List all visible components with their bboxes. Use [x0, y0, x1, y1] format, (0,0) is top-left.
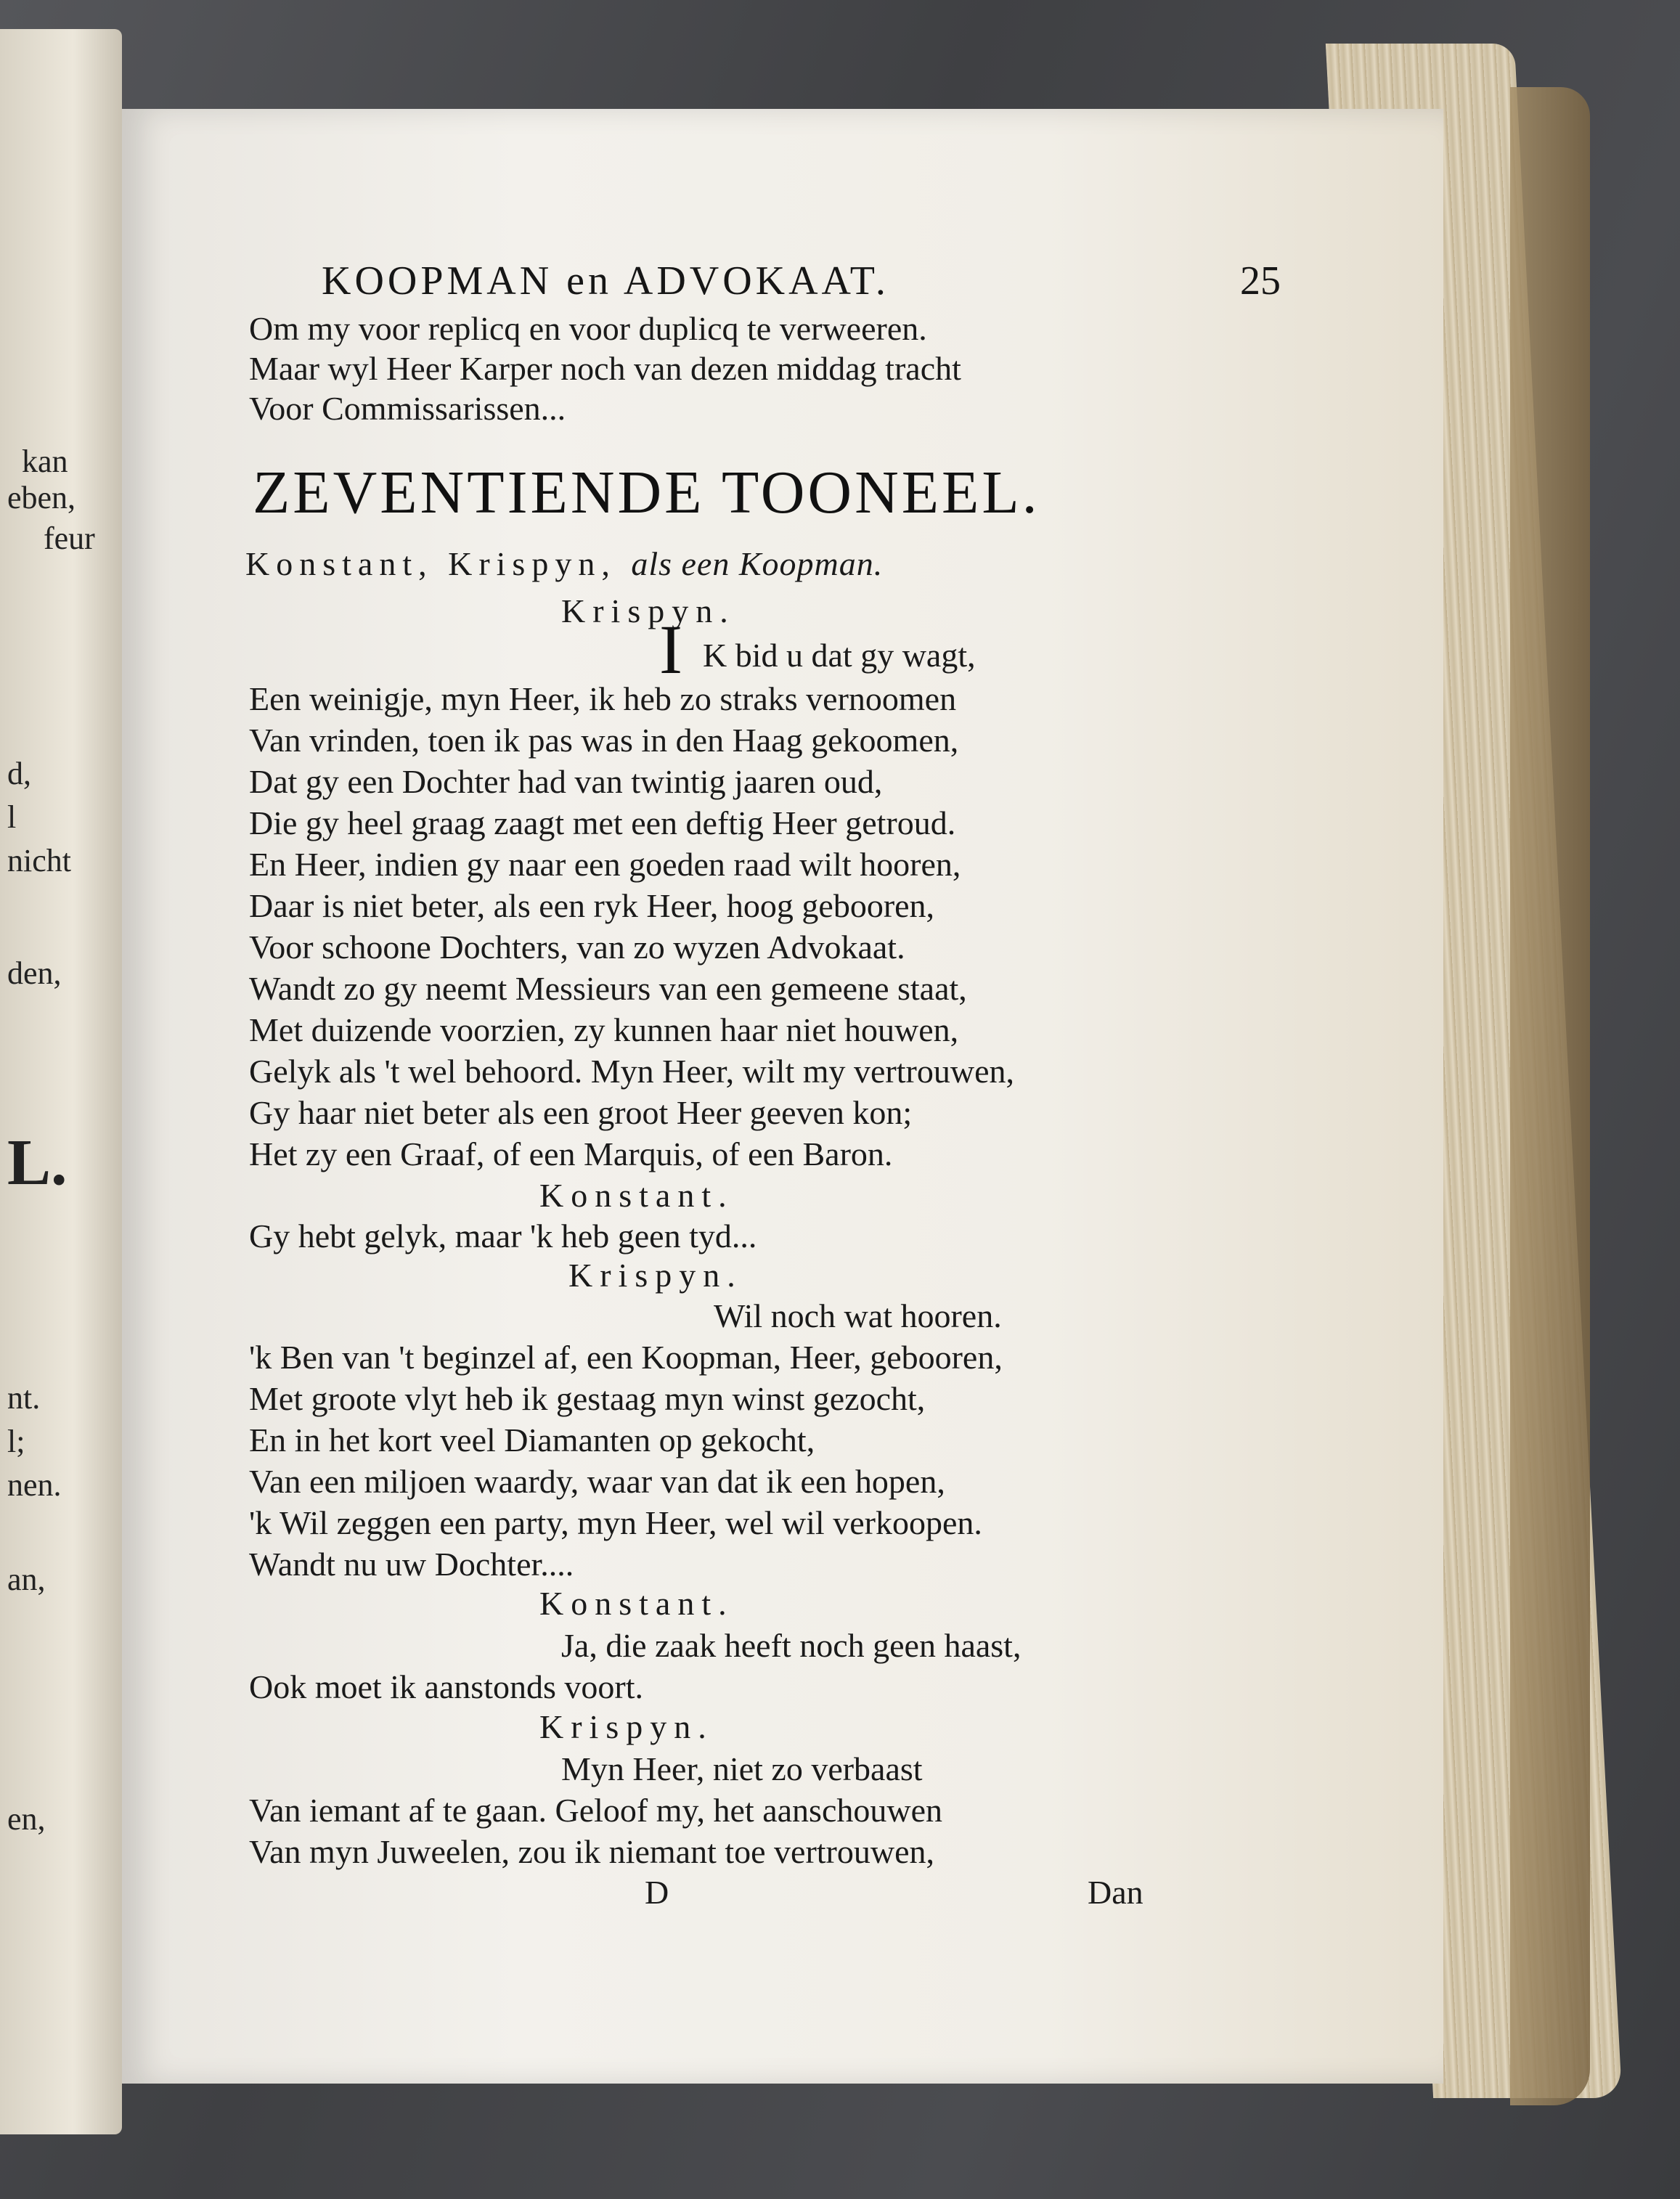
left-fragment: en, — [7, 1801, 46, 1837]
verse-line: Van iemant af te gaan. Geloof my, het aanschouwen — [249, 1792, 942, 1829]
left-fragment: nen. — [7, 1467, 62, 1503]
right-page — [122, 109, 1443, 2084]
left-fragment: nt. — [7, 1380, 41, 1416]
verse-line: En in het kort veel Diamanten op gekocht, — [249, 1421, 815, 1458]
speaker-name: Krispyn. — [539, 1708, 714, 1745]
verse-line: Wil noch wat hooren. — [714, 1297, 1002, 1334]
page-edges-shadow — [1510, 87, 1590, 2105]
signature-mark: D — [645, 1874, 669, 1911]
verse-line: Voor schoone Dochters, van zo wyzen Advokaat. — [249, 929, 905, 966]
left-fragment: kan — [22, 444, 68, 479]
left-fragment: d, — [7, 756, 31, 791]
verse-line: Wandt nu uw Dochter.... — [249, 1546, 574, 1583]
verse-line: 'k Ben van 't beginzel af, een Koopman, Heer, gebooren, — [249, 1339, 1003, 1376]
verse-line: K bid u dat gy wagt, — [703, 637, 976, 674]
verse-line: Van een miljoen waardy, waar van dat ik een hopen, — [249, 1463, 945, 1500]
verse-line: Gelyk als 't wel behoord. Myn Heer, wilt my vertrouwen, — [249, 1053, 1014, 1090]
verse-line: Met groote vlyt heb ik gestaag myn winst gezocht, — [249, 1380, 926, 1417]
scene-title: ZEVENTIENDE TOONEEL. — [253, 459, 1040, 526]
verse-line: Die gy heel graag zaagt met een deftig Heer getroud. — [249, 804, 956, 841]
running-head: KOOPMAN en ADVOKAAT. — [322, 258, 889, 303]
speaker-name: Konstant. — [539, 1177, 734, 1214]
verse-line: 'k Wil zeggen een party, myn Heer, wel wil verkoopen. — [249, 1504, 982, 1541]
verse-line: Gy hebt gelyk, maar 'k heb geen tyd... — [249, 1217, 757, 1254]
verse-line: Van myn Juweelen, zou ik niemant toe vertrouwen, — [249, 1833, 935, 1870]
cast-list — [245, 544, 883, 583]
speaker-name: Krispyn. — [568, 1257, 743, 1294]
cast-note: als een Koopman. — [631, 545, 884, 582]
speaker-name: Konstant. — [539, 1585, 734, 1622]
left-page — [0, 29, 122, 2134]
verse-line: Het zy een Graaf, of een Marquis, of een Baron. — [249, 1135, 893, 1172]
verse-line: Dat gy een Dochter had van twintig jaaren oud, — [249, 763, 883, 800]
verse-line: Ook moet ik aanstonds voort. — [249, 1668, 643, 1705]
verse-line: Met duizende voorzien, zy kunnen haar niet houwen, — [249, 1011, 959, 1048]
verse-line: Gy haar niet beter als een groot Heer geeven kon; — [249, 1094, 913, 1131]
verse-line: En Heer, indien gy naar een goeden raad wilt hooren, — [249, 846, 961, 883]
verse-line: Daar is niet beter, als een ryk Heer, hoog gebooren, — [249, 887, 935, 924]
verse-line: Wandt zo gy neemt Messieurs van een gemeene staat, — [249, 970, 967, 1007]
left-fragment: an, — [7, 1562, 46, 1597]
speaker-name: Krispyn. — [561, 592, 735, 629]
page-number: 25 — [1240, 258, 1281, 303]
left-fragment: nicht — [7, 843, 71, 878]
catchword: Dan — [1088, 1874, 1143, 1911]
verse-line: Myn Heer, niet zo verbaast — [561, 1750, 923, 1787]
verse-line: Om my voor replicq en voor duplicq te verweeren. — [249, 310, 927, 347]
verse-line: Voor Commissarissen... — [249, 390, 566, 427]
left-fragment: eben, — [7, 480, 76, 515]
left-fragment: l; — [7, 1424, 25, 1459]
verse-line: Van vrinden, toen ik pas was in den Haag gekoomen, — [249, 722, 959, 759]
left-fragment: feur — [44, 521, 95, 556]
left-fragment: den, — [7, 955, 62, 991]
left-fragment: L. — [7, 1127, 68, 1199]
verse-line: Maar wyl Heer Karper noch van dezen middag tracht — [249, 350, 961, 387]
cast-names: Konstant, Krispyn, — [245, 545, 616, 582]
verse-line: Ja, die zaak heeft noch geen haast, — [561, 1627, 1022, 1664]
left-fragment: l — [7, 799, 17, 835]
drop-cap: I — [659, 611, 682, 688]
verse-line: Een weinigje, myn Heer, ik heb zo straks vernoomen — [249, 680, 957, 717]
